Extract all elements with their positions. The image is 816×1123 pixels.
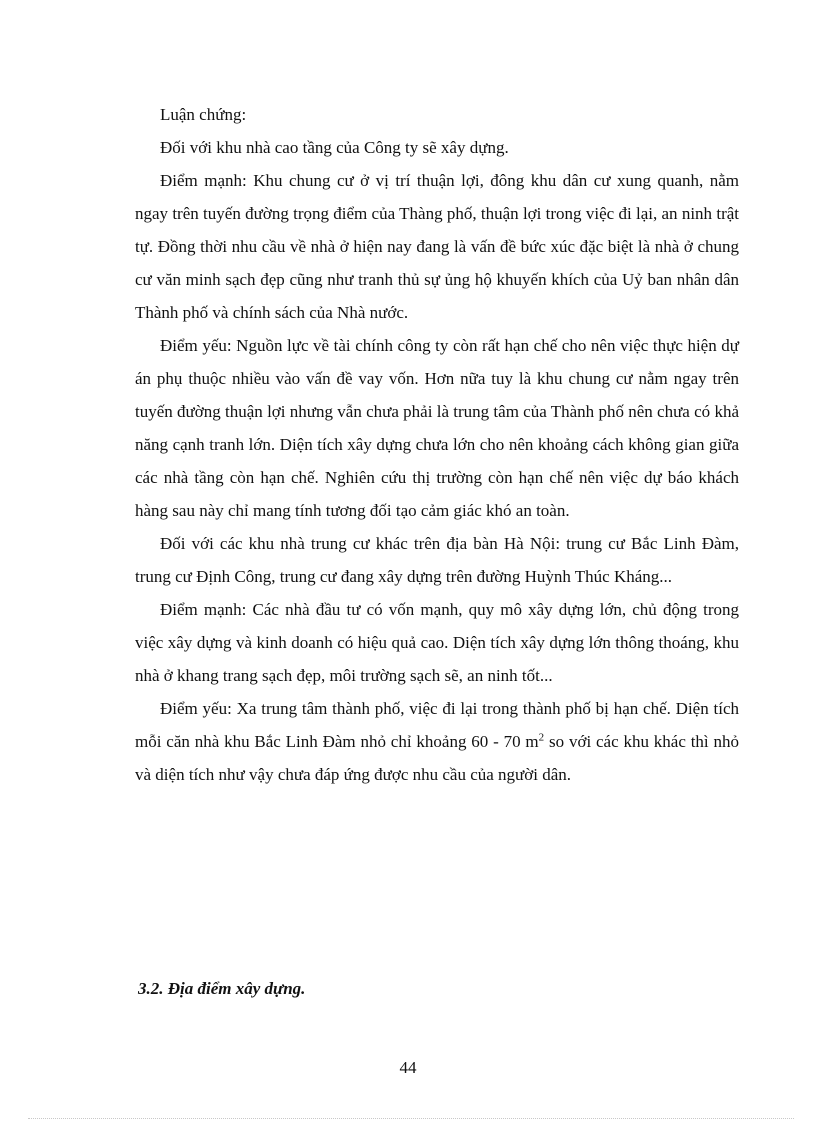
paragraph: Đối với các khu nhà trung cư khác trên địa bàn Hà Nội: trung cư Bắc Linh Đàm, trung cư Định Công, trung cư đang xây dựng trên đường Huỳnh Thúc Kháng... <box>135 534 739 586</box>
page-border-divider <box>28 1118 794 1119</box>
paragraph: Điểm mạnh: Các nhà đầu tư có vốn mạnh, quy mô xây dựng lớn, chủ động trong việc xây dựng và kinh doanh có hiệu quả cao. Diện tích xây dựng lớn thông thoáng, khu nhà ở khang trang sạch đẹp, môi trường sạch sẽ, an ninh tốt... <box>135 600 739 685</box>
paragraph-last <box>135 692 739 791</box>
paragraph: Đối với khu nhà cao tầng của Công ty sẽ xây dựng. <box>160 138 509 157</box>
page-number: 44 <box>399 1058 417 1077</box>
paragraph-last-text-after: so với các khu khác thì nhỏ và diện tích như vậy chưa đáp ứng được nhu cầu của người dân. <box>135 732 739 784</box>
document-body <box>135 98 739 791</box>
superscript-2: 2 <box>538 731 545 744</box>
paragraph: Điểm yếu: Nguồn lực về tài chính công ty còn rất hạn chế cho nên việc thực hiện dự án phụ thuộc nhiều vào vấn đề vay vốn. Hơn nữa tuy là khu chung cư nằm ngay trên tuyến đường thuận lợi nhưng vẫn chưa phải là trung tâm của Thành phố nên chưa có khả năng cạnh tranh lớn. Diện tích xây dựng chưa lớn cho nên khoảng cách không gian giữa các nhà tầng còn hạn chế. Nghiên cứu thị trường còn hạn chế nên việc dự báo khách hàng sau này chỉ mang tính tương đối tạo cảm giác khó an toàn. <box>135 336 739 520</box>
paragraph: Điểm mạnh: Khu chung cư ở vị trí thuận lợi, đông khu dân cư xung quanh, nằm ngay trên tuyến đường trọng điểm của Thàng phố, thuận lợi trong việc đi lại, an ninh trật tự. Đồng thời nhu cầu về nhà ở hiện nay đang là vấn đề bức xúc đặc biệt là nhà ở chung cư văn minh sạch đẹp cũng như tranh thủ sự ủng hộ khuyến khích của Uỷ ban nhân dân Thành phố và chính sách của Nhà nước. <box>135 171 739 322</box>
paragraph: Luận chứng: <box>160 105 247 124</box>
section-heading: 3.2. Địa điểm xây dựng. <box>138 979 306 998</box>
paragraph-last-text-before: Điểm yếu: Xa trung tâm thành phố, việc đi lại trong thành phố bị hạn chế. Diện tích mỗi căn nhà khu Bắc Linh Đàm nhỏ chỉ khoảng 60 - 70 m <box>135 699 739 751</box>
